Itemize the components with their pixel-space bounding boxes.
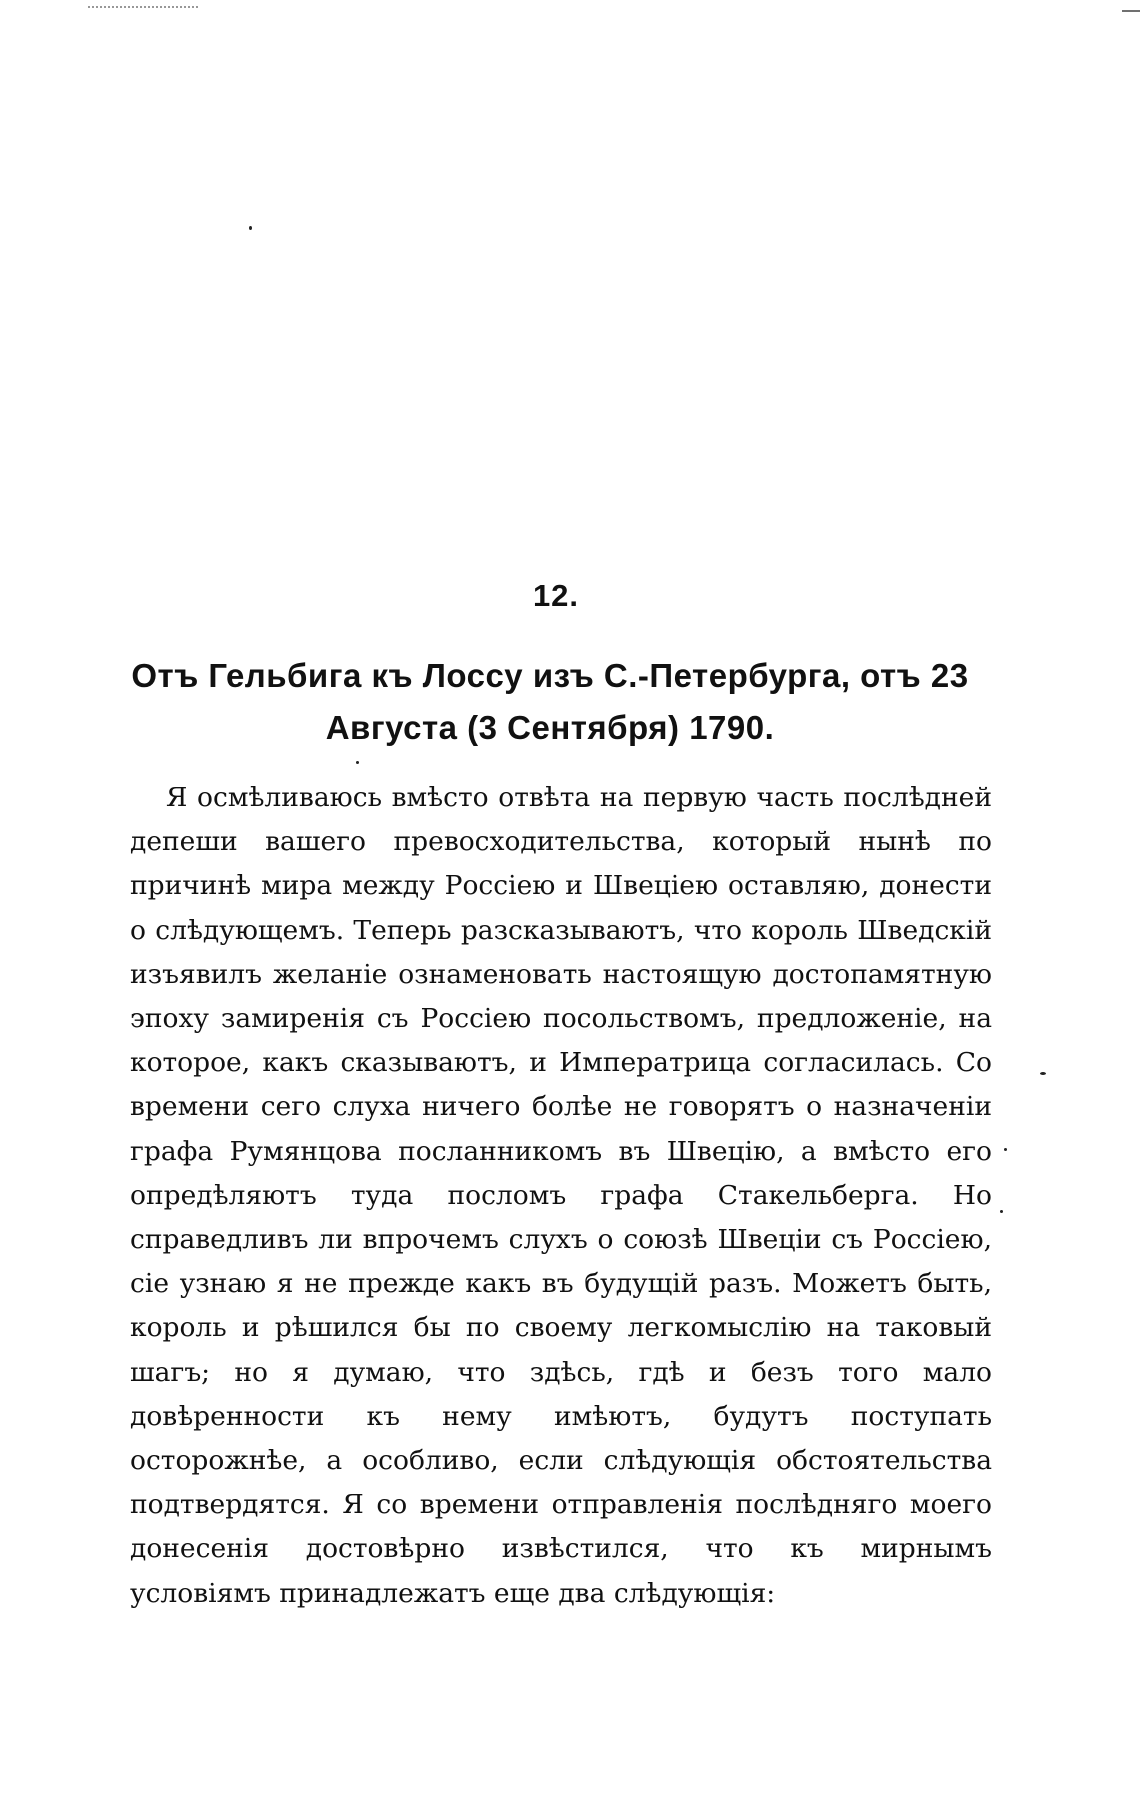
scan-edge-mark (88, 0, 198, 8)
scan-speck (1000, 1210, 1003, 1213)
letter-body: Я осмѣливаюсь вмѣсто отвѣта на первую часть послѣдней депеши вашего превосходительства, который нынѣ по причинѣ мира между Россіею и Швеціею оставляю, донести о слѣдующемъ. Теперь разсказываютъ, что король Шведскій изъявилъ желаніе ознаменовать настоящую достопамятную эпоху замиренія съ Россіею посольствомъ, предложеніе, на которое, какъ сказываютъ, и Императрица согласилась. Со времени сего слуха ничего болѣе не говорятъ о назначеніи графа Румянцова посланникомъ въ Швецію, а вмѣсто его опредѣляютъ туда посломъ графа Стакельберга. Но справедливъ ли впрочемъ слухъ о союзѣ Швеціи съ Россіею, сіе узнаю я не прежде какъ въ будущій разъ. Можетъ быть, король и рѣшился бы по своему легкомыслію на таковый шагъ; но я думаю, что здѣсь, гдѣ и безъ того мало довѣренности къ нему имѣютъ, будутъ поступать осторожнѣе, а особливо, если слѣдующія обстоятельства подтвердятся. Я со времени отправленія послѣдняго моего донесенія достовѣрно извѣстился, что къ мирнымъ условіямъ принадлежатъ еще два слѣдующія: (130, 782, 992, 1609)
letter-title: Отъ Гельбига къ Лоссу изъ С.-Петербурга, отъ 23 Августа (3 Сентября) 1790. (131, 657, 969, 746)
scan-speck (249, 226, 252, 230)
scan-speck (1004, 1148, 1007, 1151)
scan-speck (356, 761, 359, 764)
document-number: 12. (532, 578, 580, 613)
scan-speck (1040, 1072, 1046, 1075)
scan-edge-mark (1122, 0, 1140, 12)
